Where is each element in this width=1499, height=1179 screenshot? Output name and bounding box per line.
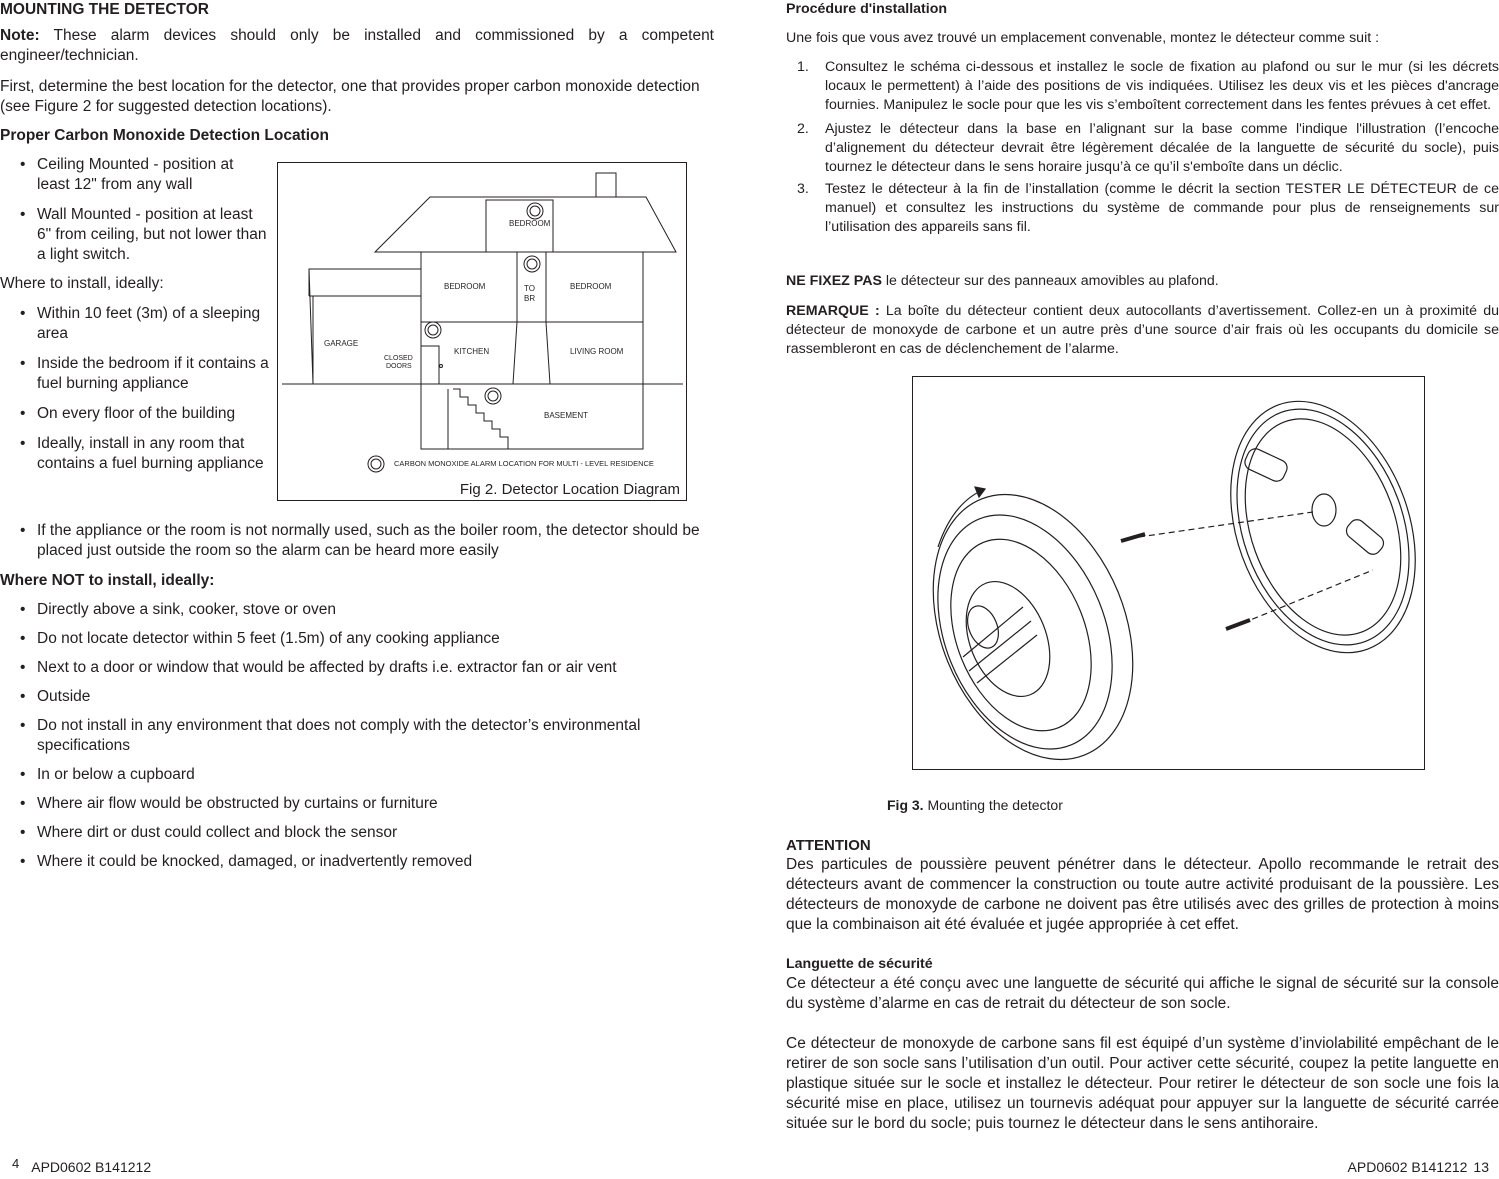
list-item: • On every floor of the building [0,404,270,424]
alarm-location-icon [524,256,540,272]
fig3-caption [887,797,1063,813]
basement [421,384,643,449]
note-text: These alarm devices should only be installed and commissioned by a competent engineer/technician. [0,27,714,64]
screw-icon [1121,534,1145,541]
procedure-steps [786,58,1499,237]
languette-heading: Languette de sécurité [786,956,933,972]
detector-location-diagram [277,162,687,501]
step-number: 2. [797,121,809,137]
list-item: • Do not locate detector within 5 feet (1.5m) of any cooking appliance [0,629,714,649]
procedure-heading: Procédure d'installation [786,1,948,17]
step-number: 1. [797,59,809,75]
alarm-location-icon [485,388,501,404]
list-item: • Ideally, install in any room that contains a fuel burning appliance [0,434,270,474]
step-item [786,120,1499,177]
label-bedroom-right: BEDROOM [570,282,612,291]
list-item: • In or below a cupboard [0,765,714,785]
mount-list [0,155,270,265]
remarque-label: REMARQUE : [786,303,880,319]
screw-icon [1226,620,1250,629]
appliance-list [0,521,714,561]
remarque-paragraph [786,302,1499,359]
ne-fixez-label: NE FIXEZ PAS [786,273,882,289]
list-item: • Where it could be knocked, damaged, or inadvertently removed [0,852,714,872]
label-to-br-1: TO [524,284,535,293]
label-kitchen: KITCHEN [454,347,490,356]
co-detector [913,465,1170,771]
list-item: • Outside [0,687,714,707]
list-item: • Where air flow would be obstructed by curtains or furniture [0,794,714,814]
detector-mounting-illustration [913,377,1426,771]
languette-text: Ce détecteur a été conçu avec une languette de sécurité qui affiche le signal de sécurité sur la console du système d’alarme en cas de retrait du détecteur de son socle. [786,975,1499,1012]
list-item: • If the appliance or the room is not normally used, such as the boiler room, the detector should be placed just outside the room so the alarm can be heard more easily [0,521,714,561]
mounting-detector-figure [912,376,1425,770]
proper-location-heading: Proper Carbon Monoxide Detection Location [0,127,329,144]
house-illustration [278,163,688,502]
label-closed-1: CLOSED [384,355,413,362]
intro-paragraph: First, determine the best location for the detector, one that provides proper carbon monoxide detection (see Figure 2 for suggested detection locations). [0,78,700,115]
not-install-list [0,600,714,872]
step-number: 3. [797,181,809,197]
attention-text: Des particules de poussière peuvent pénétrer dans le détecteur. Apollo recommande le retrait des détecteurs avant de commencer la construction ou toute autre activité produisant de la poussière. Les détecteurs de monoxyde de carbone ne doivent pas être utilisés avec des grilles de protection à moins que la combinaison ait été évaluée et jugée appropriée à cet effet. [786,856,1499,933]
where-label: Where to install, ideally: [0,275,164,292]
stairs [453,389,508,449]
where-list [0,304,270,474]
attention-heading: ATTENTION [786,837,871,854]
ne-fixez-text: le détecteur sur des panneaux amovibles au plafond. [885,273,1219,289]
note-paragraph [0,26,714,66]
tamper-text: Ce détecteur de monoxyde de carbone sans fil est équipé d’un système d’inviolabilité empêchant de le retirer de son socle sans l’utilisation d’un outil. Pour activer cette sécurité, coupez la petite languette en plastique située sur le socle et installez le détecteur. Pour retirer le détecteur de son socle une fois la sécurité mise en place, utilisez un tournevis adéquat pour appuyer sur la languette de sécurité carrée située sur le bord du socle; puis tournez le détecteur dans le sens antihoraire. [786,1035,1499,1132]
list-item: • Where dirt or dust could collect and block the sensor [0,823,714,843]
note-label: Note: [0,27,40,44]
list-item: • Next to a door or window that would be affected by drafts i.e. extractor fan or air vent [0,658,714,678]
remarque-text: La boîte du détecteur contient deux autocollants d’avertissement. Collez-en un à proximité du détecteur de monoxyde de carbone et un autre près d’une source d’air frais où les occupants du domicile se rassembleront en cas de déclenchement de l’alarme. [786,303,1499,357]
closed-doors [421,346,439,384]
list-item: • Inside the bedroom if it contains a fuel burning appliance [0,354,270,394]
step-text: Consultez le schéma ci-dessous et installez le socle de fixation au plafond ou sur le mur (si les décrets locaux le permettent) à l’aide des positions de vis indiquées. Utilisez les deux vis et les pièces d'ancrage fournies. Manipulez le socle pour que les vis s’emboîtent correctement dans les fentes prévues à cet effet. [825,59,1499,113]
label-garage: GARAGE [324,339,359,348]
diagram-legend: CARBON MONOXIDE ALARM LOCATION FOR MULTI - LEVEL RESIDENCE [394,459,654,468]
not-install-heading: Where NOT to install, ideally: [0,572,215,589]
list-item: • Do not install in any environment that does not comply with the detector’s environmental specifications [0,716,714,756]
alarm-location-icon [425,322,441,338]
label-living-room: LIVING ROOM [570,347,624,356]
ne-fixez-pas-paragraph [786,272,1219,291]
step-text: Testez le détecteur à la fin de l’installation (comme le décrit la section TESTER LE DÉTECTEUR de ce manuel) et consultez les instructions du système de commande pour plus de renseignements sur l’utilisation des appareils sans fil. [825,181,1499,235]
page-number-right: 13 [1473,1159,1489,1175]
chimney [596,173,616,199]
label-to-br-2: BR [524,294,536,303]
section-heading: MOUNTING THE DETECTOR [0,1,209,18]
footer-right [1348,1159,1489,1175]
list-item: • Within 10 feet (3m) of a sleeping area [0,304,270,344]
label-bedroom-left: BEDROOM [444,282,486,291]
label-closed-2: DOORS [386,363,412,370]
label-bedroom-top: BEDROOM [509,219,551,228]
fig3-text: Mounting the detector [927,797,1063,813]
step-item [786,58,1499,115]
fig2-caption: Fig 2. Detector Location Diagram [459,481,680,498]
page-number-left: 4 [12,1156,20,1171]
footer-left [12,1156,152,1175]
step-item [786,180,1499,237]
list-item: • Ceiling Mounted - position at least 12" from any wall [0,155,270,195]
list-item: • Wall Mounted - position at least 6" from ceiling, but not lower than a light switch. [0,205,270,265]
list-item: • Directly above a sink, cooker, stove or oven [0,600,714,620]
fig3-label: Fig 3. [887,797,924,813]
procedure-intro: Une fois que vous avez trouvé un emplacement convenable, montez le détecteur comme suit : [786,30,1380,46]
doc-code-left: APD0602 B141212 [31,1159,152,1175]
mounting-base [1198,377,1426,679]
step-text: Ajustez le détecteur dans la base en l’alignant sur la base comme l'indique l'illustration (l’encoche d’alignement du détecteur devrait être légèrement décalée de la languette de sécurité du socle), puis tournez le détecteur dans le sens horaire jusqu’à ce qu’il s'emboîte dans un déclic. [825,121,1499,175]
legend-alarm-icon [368,456,384,472]
doc-code-right: APD0602 B141212 [1347,1159,1468,1175]
label-basement: BASEMENT [544,411,589,420]
